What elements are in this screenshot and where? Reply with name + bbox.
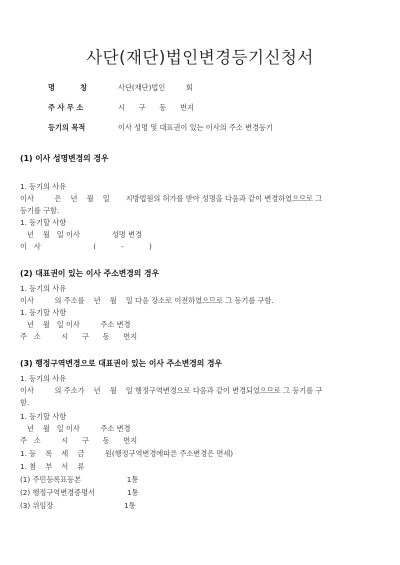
section3-heading: (3) 행정구역변경으로 대표권이 있는 이사 주소변경의 경우 [20, 359, 223, 368]
attachment-item: (3) 위임장 1통 [20, 501, 136, 510]
section3-line: 함. [20, 398, 30, 407]
section3-line: 주 소 시 구 동 번지 [20, 436, 138, 445]
purpose-value: 이사 성명 및 대표권이 있는 이사의 주소 변경등기 [118, 123, 273, 132]
office-label: 주 사 무 소 [48, 103, 84, 112]
section1-line: 이사 은 년 월 일 지방법원의 허가를 받아 성명을 다음과 같이 변경하였으므로 그 [20, 194, 323, 203]
section2-line: 년 월 일 이사 주소 변경 [20, 320, 131, 329]
office-value: 시 구 동 번지 [118, 103, 194, 112]
section3-line: 이사 의 주소가 년 월 일 행정구역변경으로 다음과 같이 변경되었으므로 그 등기를 구 [20, 386, 323, 395]
purpose-label: 등기의 목적 [48, 123, 86, 132]
section2-line: 1. 등기할 사항 [20, 308, 67, 317]
attachment-item: (1) 주민등록표등본 1통 [20, 475, 139, 484]
section3-line: 1. 등기의 사유 [20, 374, 67, 383]
attachment-item: (2) 행정구역변경증명서 1통 [20, 488, 139, 497]
name-value: 사단(재단)법인 회 [118, 83, 193, 92]
section1-line: 등기를 구함. [20, 206, 60, 215]
section2-heading: (2) 대표권이 있는 이사 주소변경의 경우 [20, 269, 160, 278]
section3-line: 1. 등기할 사항 [20, 412, 67, 421]
section2-line: 이사 의 주소를 년 월 일 다음 장소로 이전하였으므로 그 등기를 구함. [20, 296, 274, 305]
document-title: 사단(재단)법인변경등기신청서 [86, 48, 314, 67]
section2-line: 1. 등기의 사유 [20, 284, 67, 293]
section3-line: 1. 첨 부 서 류 [20, 462, 85, 471]
section1-line: 1. 등기의 사유 [20, 182, 67, 191]
section3-line: 년 월 일 이사 주소 변경 [20, 424, 131, 433]
section1-line: 년 월 일 이사 성명 변경 [20, 230, 142, 239]
section3-line: 1. 등 록 세 금 원(행정구역변경에따른 주소변경은 면세) [20, 449, 234, 458]
section1-line: 이 사 ( - ) [20, 242, 152, 251]
section2-line: 주 소 시 구 동 번지 [20, 332, 138, 341]
section1-line: 1. 등기할 사항 [20, 218, 67, 227]
name-label: 명 칭 [48, 83, 87, 92]
section1-heading: (1) 이사 성명변경의 경우 [20, 154, 109, 163]
